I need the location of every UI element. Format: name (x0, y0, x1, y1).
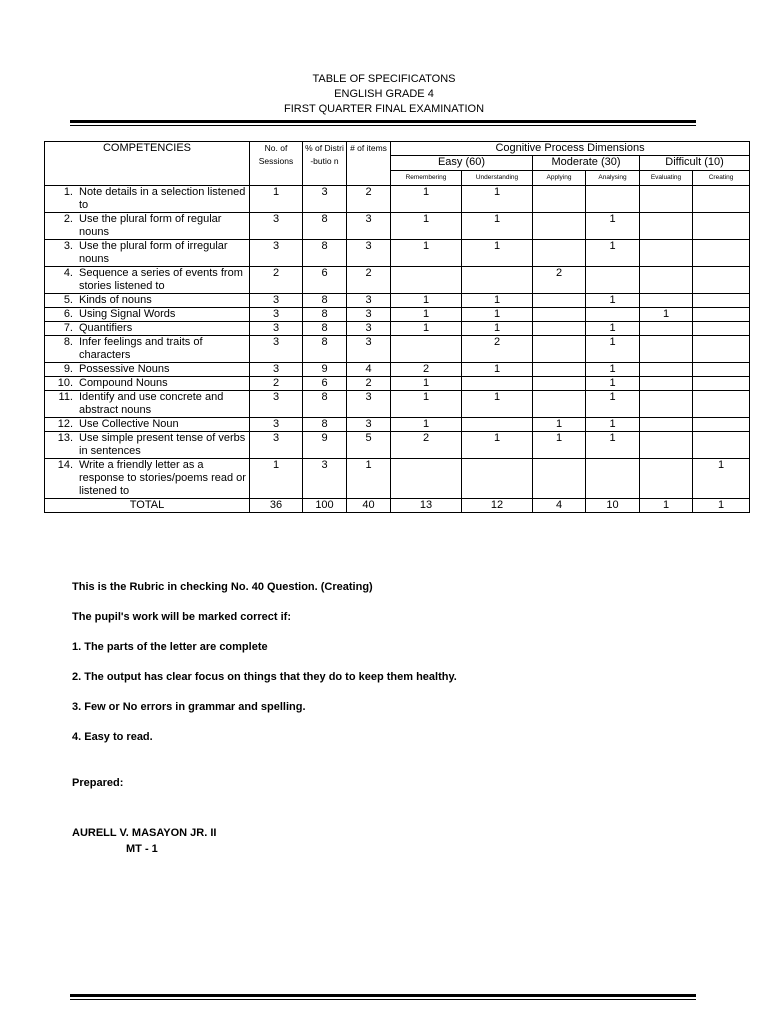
understanding-cell: 1 (462, 363, 533, 377)
header-items: # of items (347, 142, 391, 186)
analysing-cell: 1 (586, 294, 640, 308)
evaluating-cell (640, 240, 693, 267)
analysing-cell: 1 (586, 432, 640, 459)
header-easy: Easy (60) (391, 156, 533, 171)
understanding-cell: 1 (462, 322, 533, 336)
rubric-item-1: 1. The parts of the letter are complete (72, 641, 268, 653)
analysing-cell: 1 (586, 240, 640, 267)
header-cognitive-process: Cognitive Process Dimensions (391, 142, 750, 156)
competency-text: Using Signal Words (79, 308, 176, 320)
applying-cell (533, 240, 586, 267)
competency-cell (45, 336, 250, 363)
total-items: 40 (347, 499, 391, 513)
distribution-cell: 6 (303, 377, 347, 391)
understanding-cell (462, 459, 533, 499)
evaluating-cell (640, 186, 693, 213)
table-row (45, 459, 750, 499)
table-row (45, 322, 750, 336)
sessions-cell: 3 (250, 308, 303, 322)
sessions-cell: 3 (250, 391, 303, 418)
prepared-label: Prepared: (72, 777, 124, 789)
sessions-cell: 3 (250, 294, 303, 308)
header-rule-thin (70, 125, 696, 126)
items-cell: 2 (347, 267, 391, 294)
total-evaluating: 1 (640, 499, 693, 513)
title-line-1: TABLE OF SPECIFICATONS (312, 73, 456, 85)
understanding-cell: 1 (462, 432, 533, 459)
applying-cell (533, 308, 586, 322)
footer-rule-thick (70, 994, 696, 997)
total-label: TOTAL (45, 499, 250, 513)
preparer-position: MT - 1 (126, 843, 158, 855)
distribution-cell: 8 (303, 336, 347, 363)
understanding-cell: 1 (462, 186, 533, 213)
competency-number: 6. (63, 308, 73, 320)
evaluating-cell (640, 267, 693, 294)
header-distribution: % of Distri -butio n (303, 142, 347, 186)
remembering-cell: 1 (391, 377, 462, 391)
understanding-cell: 1 (462, 391, 533, 418)
analysing-cell (586, 308, 640, 322)
rubric-item-3: 3. Few or No errors in grammar and spelling. (72, 701, 306, 713)
header-evaluating: Evaluating (640, 171, 693, 186)
competency-text: Use the plural form of irregular nouns (79, 240, 228, 265)
competency-cell (45, 391, 250, 418)
distribution-cell: 8 (303, 213, 347, 240)
understanding-cell (462, 377, 533, 391)
understanding-cell: 1 (462, 294, 533, 308)
remembering-cell (391, 336, 462, 363)
competency-text: Write a friendly letter as a response to stories/poems read or listened to (79, 459, 246, 497)
competency-number: 7. (63, 322, 73, 334)
competency-number: 3. (63, 240, 73, 252)
competency-text: Infer feelings and traits of characters (79, 336, 203, 361)
rubric-item-2: 2. The output has clear focus on things that they do to keep them healthy. (72, 671, 457, 683)
header-creating: Creating (693, 171, 750, 186)
evaluating-cell (640, 322, 693, 336)
competency-number: 1. (63, 186, 73, 198)
applying-cell (533, 459, 586, 499)
competency-cell (45, 186, 250, 213)
creating-cell (693, 213, 750, 240)
competency-number: 2. (63, 213, 73, 225)
table-body (45, 186, 750, 499)
items-cell: 3 (347, 336, 391, 363)
applying-cell (533, 336, 586, 363)
remembering-cell: 1 (391, 186, 462, 213)
distribution-cell: 8 (303, 308, 347, 322)
analysing-cell: 1 (586, 391, 640, 418)
competency-number: 5. (63, 294, 73, 306)
sessions-cell: 3 (250, 418, 303, 432)
header-understanding: Understanding (462, 171, 533, 186)
competency-cell (45, 267, 250, 294)
header-competencies: COMPETENCIES (45, 142, 250, 186)
competency-number: 13. (57, 432, 73, 444)
applying-cell: 1 (533, 418, 586, 432)
distribution-cell: 8 (303, 240, 347, 267)
header-remembering: Remembering (391, 171, 462, 186)
creating-cell (693, 267, 750, 294)
creating-cell (693, 336, 750, 363)
analysing-cell: 1 (586, 377, 640, 391)
total-analysing: 10 (586, 499, 640, 513)
remembering-cell (391, 459, 462, 499)
analysing-cell: 1 (586, 213, 640, 240)
competency-number: 12. (57, 418, 73, 430)
title-line-2: ENGLISH GRADE 4 (334, 88, 434, 100)
table-row (45, 432, 750, 459)
analysing-cell: 1 (586, 322, 640, 336)
competency-cell (45, 308, 250, 322)
evaluating-cell (640, 432, 693, 459)
distribution-cell: 3 (303, 459, 347, 499)
sessions-cell: 2 (250, 267, 303, 294)
header-sessions: No. of Sessions (250, 142, 303, 186)
total-creating: 1 (693, 499, 750, 513)
competency-cell (45, 294, 250, 308)
table-of-specifications (44, 141, 750, 513)
preparer-name: AURELL V. MASAYON JR. II (72, 827, 217, 839)
rubric-item-4: 4. Easy to read. (72, 731, 153, 743)
document-header (0, 72, 768, 117)
competency-text: Note details in a selection listened to (79, 186, 246, 211)
header-moderate: Moderate (30) (533, 156, 640, 171)
total-applying: 4 (533, 499, 586, 513)
evaluating-cell (640, 459, 693, 499)
header-applying: Applying (533, 171, 586, 186)
distribution-cell: 9 (303, 363, 347, 377)
remembering-cell: 1 (391, 213, 462, 240)
competency-number: 4. (63, 267, 73, 279)
table-row (45, 336, 750, 363)
applying-cell (533, 213, 586, 240)
competency-text: Quantifiers (79, 322, 133, 334)
items-cell: 2 (347, 377, 391, 391)
items-cell: 3 (347, 308, 391, 322)
total-remembering: 13 (391, 499, 462, 513)
understanding-cell (462, 267, 533, 294)
distribution-cell: 8 (303, 294, 347, 308)
competency-cell (45, 377, 250, 391)
evaluating-cell (640, 213, 693, 240)
sessions-cell: 3 (250, 432, 303, 459)
competency-cell (45, 363, 250, 377)
competency-text: Sequence a series of events from stories listened to (79, 267, 243, 292)
competency-number: 9. (63, 363, 73, 375)
distribution-cell: 8 (303, 322, 347, 336)
creating-cell (693, 377, 750, 391)
analysing-cell: 1 (586, 363, 640, 377)
table-row (45, 213, 750, 240)
items-cell: 3 (347, 294, 391, 308)
distribution-cell: 9 (303, 432, 347, 459)
competency-text: Use simple present tense of verbs in sentences (79, 432, 246, 457)
competency-text: Possessive Nouns (79, 363, 170, 375)
evaluating-cell (640, 391, 693, 418)
understanding-cell (462, 418, 533, 432)
competency-number: 10. (57, 377, 73, 389)
analysing-cell: 1 (586, 336, 640, 363)
competency-cell (45, 322, 250, 336)
distribution-cell: 8 (303, 391, 347, 418)
sessions-cell: 3 (250, 240, 303, 267)
competency-text: Identify and use concrete and abstract nouns (79, 391, 224, 416)
analysing-cell: 1 (586, 418, 640, 432)
table-row (45, 294, 750, 308)
items-cell: 2 (347, 186, 391, 213)
applying-cell (533, 391, 586, 418)
items-cell: 3 (347, 391, 391, 418)
competency-text: Kinds of nouns (79, 294, 152, 306)
remembering-cell: 2 (391, 432, 462, 459)
applying-cell: 1 (533, 432, 586, 459)
remembering-cell (391, 267, 462, 294)
competency-cell (45, 240, 250, 267)
sessions-cell: 3 (250, 336, 303, 363)
competency-text: Use the plural form of regular nouns (79, 213, 222, 238)
remembering-cell: 1 (391, 294, 462, 308)
competency-cell (45, 418, 250, 432)
items-cell: 3 (347, 322, 391, 336)
applying-cell (533, 363, 586, 377)
creating-cell (693, 308, 750, 322)
items-cell: 3 (347, 418, 391, 432)
sessions-cell: 1 (250, 186, 303, 213)
competency-cell (45, 213, 250, 240)
header-difficult: Difficult (10) (640, 156, 750, 171)
analysing-cell (586, 186, 640, 213)
evaluating-cell (640, 336, 693, 363)
competency-number: 8. (63, 336, 73, 348)
items-cell: 3 (347, 213, 391, 240)
applying-cell (533, 186, 586, 213)
header-rule-thick (70, 120, 696, 123)
evaluating-cell (640, 363, 693, 377)
items-cell: 3 (347, 240, 391, 267)
sessions-cell: 3 (250, 363, 303, 377)
table-row (45, 418, 750, 432)
table-row (45, 363, 750, 377)
creating-cell (693, 294, 750, 308)
competency-number: 14. (57, 459, 73, 471)
table-row (45, 267, 750, 294)
remembering-cell: 1 (391, 391, 462, 418)
sessions-cell: 3 (250, 322, 303, 336)
evaluating-cell (640, 418, 693, 432)
creating-cell: 1 (693, 459, 750, 499)
remembering-cell: 2 (391, 363, 462, 377)
competency-text: Compound Nouns (79, 377, 168, 389)
remembering-cell: 1 (391, 308, 462, 322)
competency-number: 11. (58, 391, 73, 403)
table-row (45, 391, 750, 418)
applying-cell (533, 377, 586, 391)
footer-rule-thin (70, 999, 696, 1000)
total-distribution: 100 (303, 499, 347, 513)
creating-cell (693, 186, 750, 213)
distribution-cell: 8 (303, 418, 347, 432)
creating-cell (693, 418, 750, 432)
creating-cell (693, 240, 750, 267)
remembering-cell: 1 (391, 240, 462, 267)
creating-cell (693, 432, 750, 459)
total-understanding: 12 (462, 499, 533, 513)
items-cell: 5 (347, 432, 391, 459)
applying-cell (533, 322, 586, 336)
creating-cell (693, 363, 750, 377)
items-cell: 4 (347, 363, 391, 377)
competency-cell (45, 459, 250, 499)
total-row (45, 499, 750, 513)
total-sessions: 36 (250, 499, 303, 513)
understanding-cell: 1 (462, 308, 533, 322)
sessions-cell: 1 (250, 459, 303, 499)
competency-cell (45, 432, 250, 459)
understanding-cell: 1 (462, 240, 533, 267)
analysing-cell (586, 459, 640, 499)
table-row (45, 377, 750, 391)
competency-text: Use Collective Noun (79, 418, 179, 430)
table-row (45, 308, 750, 322)
header-analysing: Analysing (586, 171, 640, 186)
applying-cell (533, 294, 586, 308)
rubric-intro: The pupil's work will be marked correct if: (72, 611, 292, 623)
creating-cell (693, 391, 750, 418)
evaluating-cell (640, 377, 693, 391)
evaluating-cell: 1 (640, 308, 693, 322)
sessions-cell: 2 (250, 377, 303, 391)
table-row (45, 240, 750, 267)
understanding-cell: 2 (462, 336, 533, 363)
distribution-cell: 6 (303, 267, 347, 294)
understanding-cell: 1 (462, 213, 533, 240)
distribution-cell: 3 (303, 186, 347, 213)
items-cell: 1 (347, 459, 391, 499)
title-line-3: FIRST QUARTER FINAL EXAMINATION (283, 103, 485, 115)
applying-cell: 2 (533, 267, 586, 294)
remembering-cell: 1 (391, 322, 462, 336)
rubric-heading: This is the Rubric in checking No. 40 Question. (Creating) (72, 581, 373, 593)
sessions-cell: 3 (250, 213, 303, 240)
remembering-cell: 1 (391, 418, 462, 432)
creating-cell (693, 322, 750, 336)
table-row (45, 186, 750, 213)
evaluating-cell (640, 294, 693, 308)
analysing-cell (586, 267, 640, 294)
